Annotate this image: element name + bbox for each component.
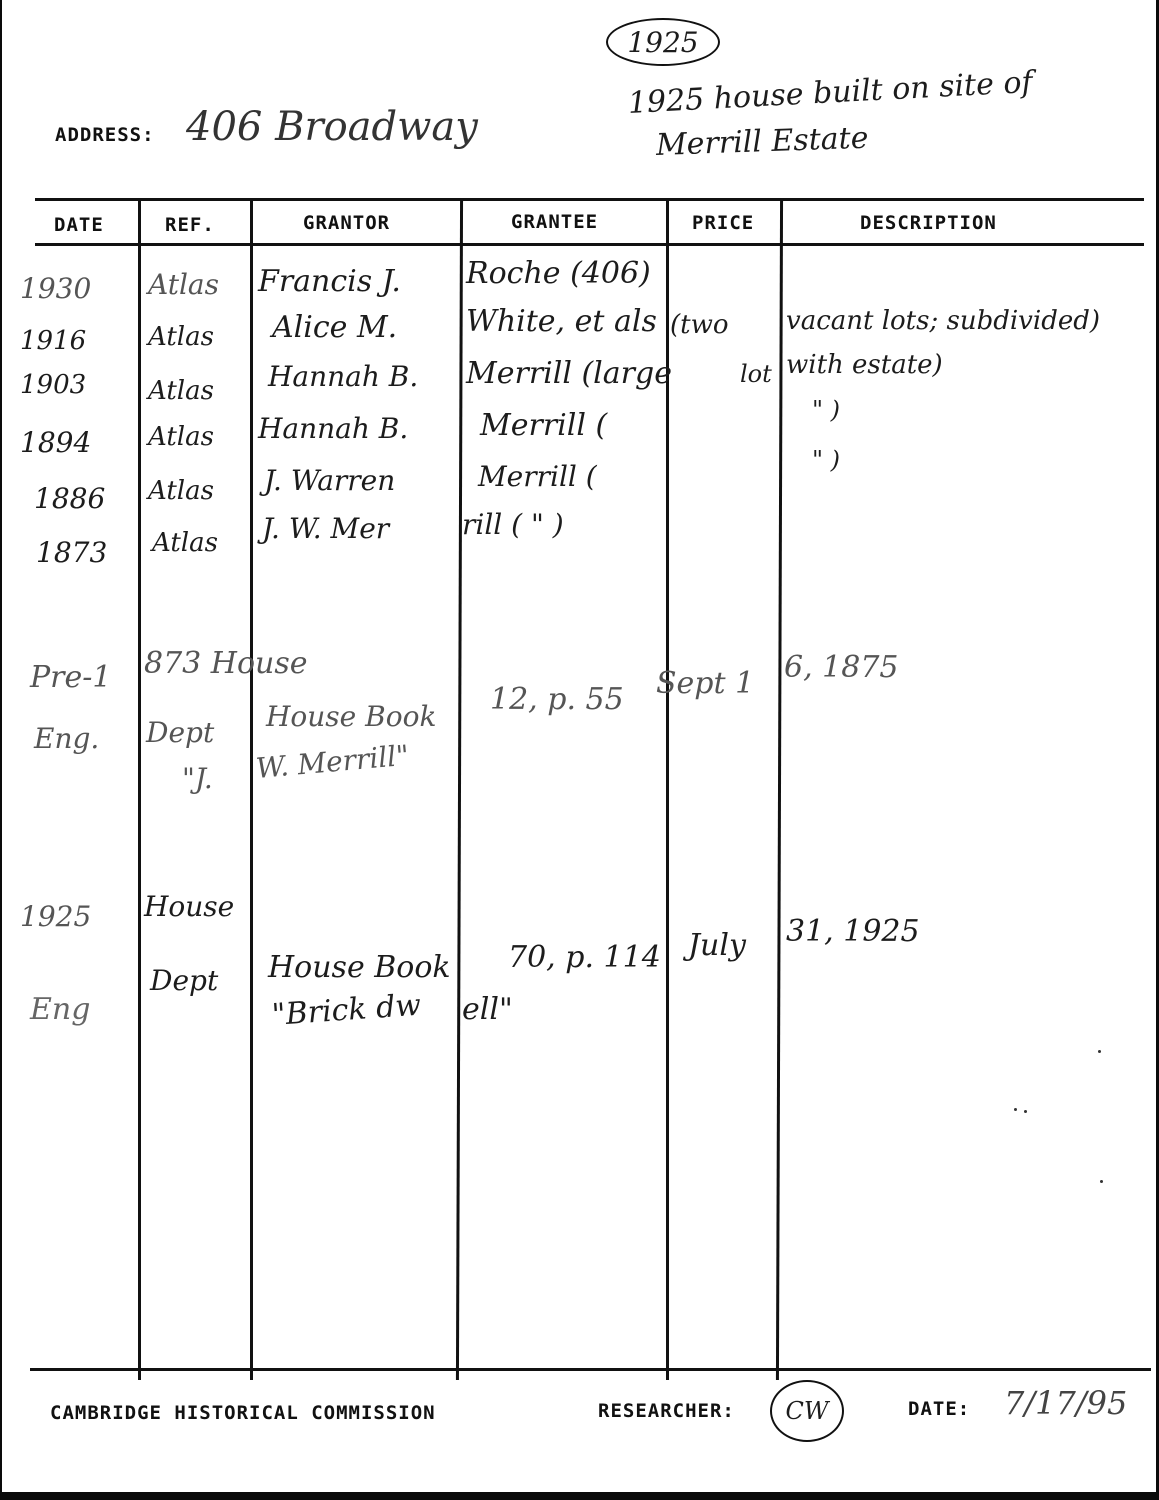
stray-mark — [1024, 1110, 1027, 1113]
row-grantor: J. Warren — [264, 464, 396, 497]
note-1925-date: 1925 — [20, 900, 92, 933]
column-divider-1 — [138, 198, 141, 1380]
note-eng2-grantor2: "Brick dw — [270, 987, 423, 1033]
researcher-circle — [770, 1380, 844, 1442]
note-eng2-grantee2: ell" — [462, 992, 513, 1027]
row-price: lot — [740, 360, 772, 388]
note-eng2-date: Eng — [30, 992, 91, 1027]
table-bottom-border — [30, 1368, 1151, 1371]
row-ref: Atlas — [148, 476, 214, 506]
note-1925-ref: House — [144, 890, 235, 923]
column-header-price: PRICE — [692, 212, 755, 234]
row-date: 1916 — [20, 326, 87, 356]
note-eng1-date: Eng. — [34, 722, 100, 755]
table-header-border — [35, 243, 1144, 246]
row-ref: Atlas — [148, 422, 214, 452]
row-grantee: rill ( " ) — [462, 508, 564, 541]
page-edge-left — [0, 0, 2, 1500]
row-description: with estate) — [786, 350, 943, 380]
address-label: ADDRESS: — [55, 124, 155, 146]
note-eng1-ref: Dept — [146, 716, 215, 749]
stray-mark — [1100, 1180, 1103, 1183]
row-ref: Atlas — [148, 322, 214, 352]
stray-mark — [1014, 1108, 1017, 1111]
row-grantor: Alice M. — [272, 310, 398, 345]
footer-commission: CAMBRIDGE HISTORICAL COMMISSION — [50, 1402, 436, 1424]
note-eng1-grantor2: W. Merrill" — [254, 738, 411, 785]
note-eng2-grantor: House Book — [268, 950, 451, 985]
column-header-grantor: GRANTOR — [303, 212, 391, 234]
stray-mark — [1098, 1050, 1101, 1053]
column-header-grantee: GRANTEE — [511, 211, 599, 233]
page-edge-bottom — [0, 1492, 1159, 1500]
note-eng1-price: Sept 1 — [656, 666, 755, 701]
row-description: " ) — [812, 446, 841, 474]
table-top-border — [35, 198, 1144, 201]
header-note-line1: 1925 house built on site of — [627, 64, 1034, 121]
row-grantor: Francis J. — [258, 264, 401, 299]
row-date: 1930 — [20, 272, 92, 305]
column-header-date: DATE — [54, 214, 104, 236]
row-description: " ) — [812, 396, 841, 424]
note-pre-ref: 873 House — [144, 646, 308, 681]
year-circled: 1925 — [627, 25, 699, 59]
column-divider-5 — [776, 198, 783, 1380]
row-grantor: Hannah B. — [258, 412, 409, 445]
row-grantee: White, et als — [466, 304, 657, 339]
column-header-ref: REF. — [165, 214, 215, 236]
header-note-line2: Merrill Estate — [655, 120, 870, 163]
row-date: 1903 — [20, 370, 87, 400]
note-eng1-grantor: House Book — [266, 700, 437, 733]
column-divider-3 — [456, 198, 463, 1380]
address-value: 406 Broadway — [186, 104, 478, 150]
row-price: (two — [670, 310, 729, 340]
note-eng2-desc: 31, 1925 — [786, 914, 920, 949]
year-circle — [606, 18, 720, 66]
row-grantor: Hannah B. — [268, 360, 419, 393]
footer-date-label: DATE: — [908, 1398, 971, 1420]
note-eng1-grantee: 12, p. 55 — [490, 682, 624, 717]
note-pre-date: Pre-1 — [30, 660, 112, 695]
row-description: vacant lots; subdivided) — [786, 306, 1101, 336]
note-eng2-grantee: 70, p. 114 — [508, 940, 661, 975]
note-eng1-ref2: "J. — [182, 762, 213, 795]
row-grantee: Roche (406) — [466, 256, 651, 291]
row-ref: Atlas — [148, 268, 219, 301]
column-header-description: DESCRIPTION — [860, 212, 997, 234]
footer-researcher-label: RESEARCHER: — [598, 1400, 735, 1422]
note-eng2-ref: Dept — [150, 964, 219, 997]
row-grantor: J. W. Mer — [262, 512, 390, 545]
row-ref: Atlas — [148, 376, 214, 406]
researcher-initials: CW — [785, 1397, 829, 1425]
row-date: 1873 — [36, 536, 108, 569]
note-eng2-price: July — [688, 928, 746, 963]
footer-date-value: 7/17/95 — [1004, 1384, 1128, 1422]
row-date: 1894 — [20, 426, 92, 459]
note-eng1-desc: 6, 1875 — [784, 650, 899, 685]
row-grantee: Merrill ( — [480, 408, 608, 443]
row-grantee: Merrill (large — [466, 356, 672, 391]
row-date: 1886 — [34, 482, 106, 515]
row-ref: Atlas — [152, 528, 218, 558]
row-grantee: Merrill ( — [478, 460, 597, 493]
column-divider-2 — [250, 198, 253, 1380]
